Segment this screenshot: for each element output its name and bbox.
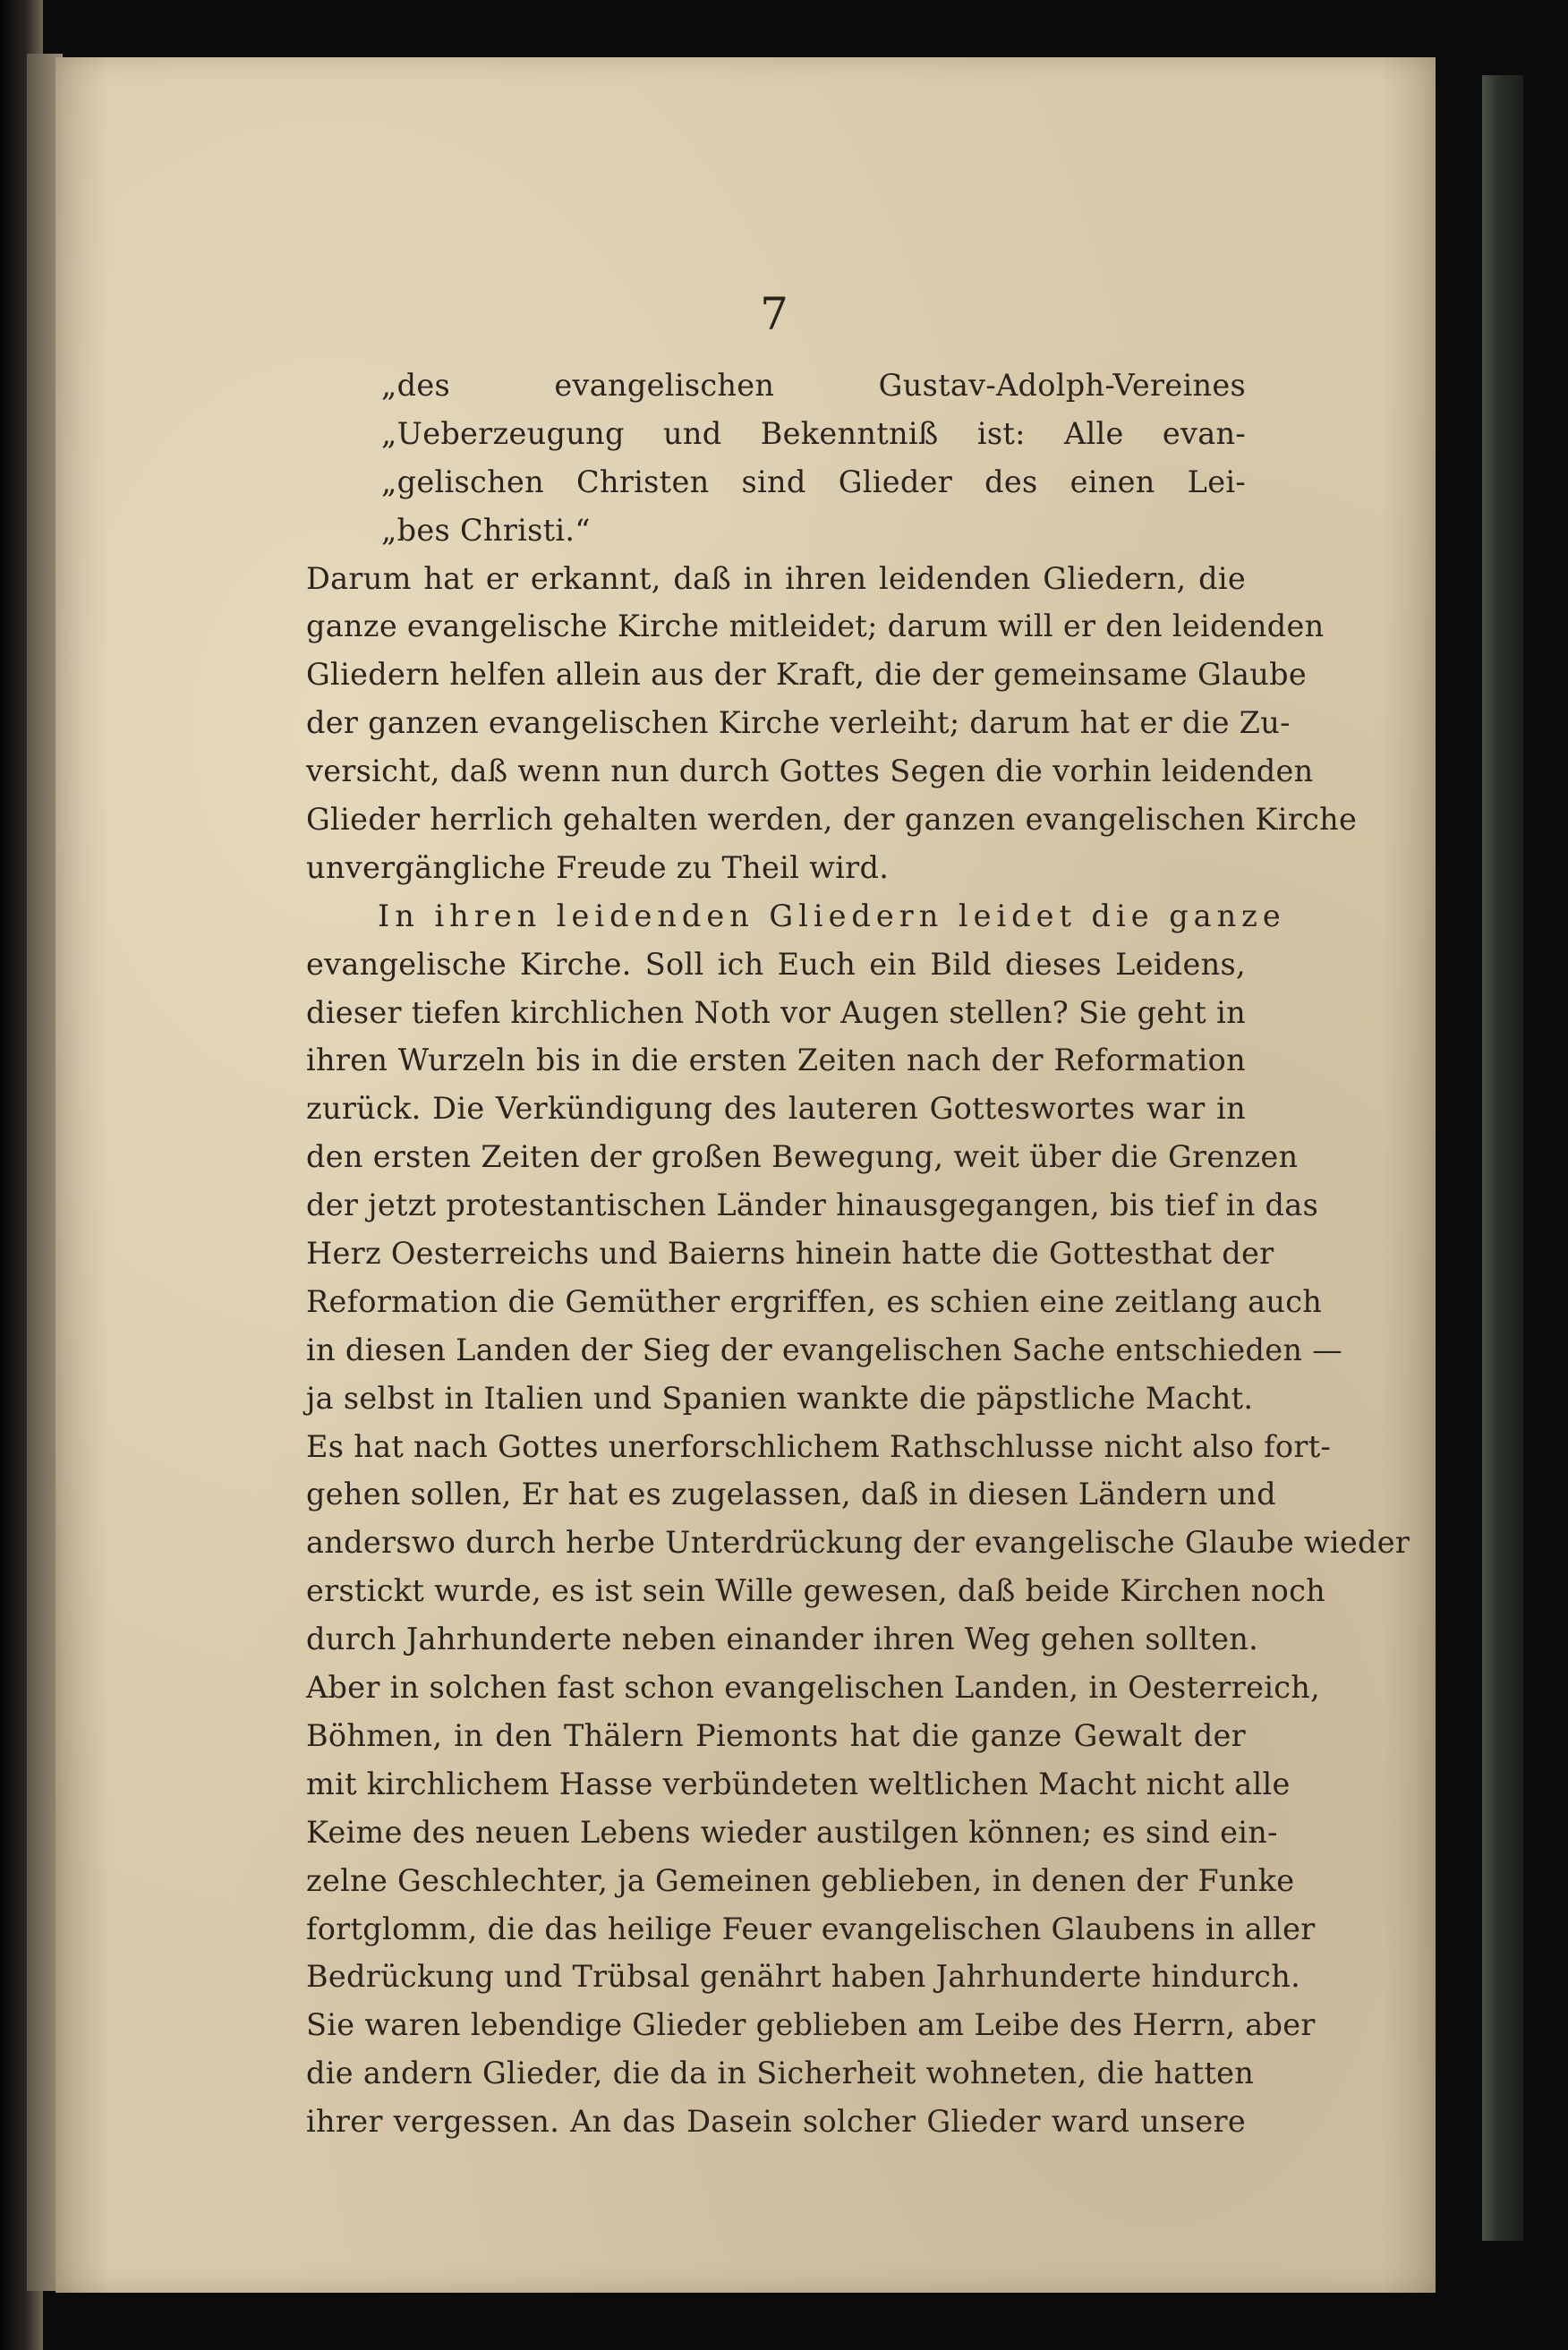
text-line: in diesen Landen der Sieg der evangelischen Sache entschieden — xyxy=(306,1332,1343,1367)
text-line: gehen sollen, Er hat es zugelassen, daß in diesen Ländern und xyxy=(306,1477,1276,1512)
text-line: Glieder herrlich gehalten werden, der ganzen evangelischen Kirche xyxy=(306,802,1358,838)
text-line: Reformation die Gemüther ergriffen, es schien eine zeitlang auch xyxy=(306,1283,1323,1319)
text-line: In ihren leidenden Gliedern leidet die ganze xyxy=(378,898,1286,933)
text-line: Herz Oesterreichs und Baierns hinein hatte die Gottesthat der xyxy=(306,1236,1274,1272)
text-line: Bedrückung und Trübsal genährt haben Jahrhunderte hindurch. xyxy=(306,1959,1301,1995)
text-line: ihrer vergessen. An das Dasein solcher Glieder ward unsere xyxy=(306,2104,1246,2140)
text-line: erstickt wurde, es ist sein Wille gewesen, daß beide Kirchen noch xyxy=(306,1573,1326,1609)
text-line: Darum hat er erkannt, daß in ihren leidenden Gliedern, die xyxy=(306,560,1246,596)
text-line: dieser tiefen kirchlichen Noth vor Augen stellen? Sie geht in xyxy=(306,994,1246,1030)
text-line: „des evangelischen Gustav-Adolph-Vereines xyxy=(381,368,1246,403)
text-line: der jetzt protestantischen Länder hinausgegangen, bis tief in das xyxy=(306,1188,1319,1223)
text-line: mit kirchlichem Hasse verbündeten weltlichen Macht nicht alle xyxy=(306,1766,1291,1801)
text-line: „gelischen Christen sind Glieder des einen Lei- xyxy=(381,464,1246,499)
text-line: Es hat nach Gottes unerforschlichem Rathschlusse nicht also fort- xyxy=(306,1428,1332,1464)
book-page xyxy=(55,57,1436,2293)
text-line: zelne Geschlechter, ja Gemeinen geblieben, in denen der Funke xyxy=(306,1862,1295,1898)
text-line: unvergängliche Freude zu Theil wird. xyxy=(306,849,890,885)
text-line: durch Jahrhunderte neben einander ihren Weg gehen sollten. xyxy=(306,1622,1259,1657)
text-line: evangelische Kirche. Soll ich Euch ein Bild dieses Leidens, xyxy=(306,946,1246,982)
text-line: ganze evangelische Kirche mitleidet; darum will er den leidenden xyxy=(306,609,1325,644)
text-line: den ersten Zeiten der großen Bewegung, weit über die Grenzen xyxy=(306,1139,1299,1175)
text-line: Keime des neuen Lebens wieder austilgen können; es sind ein- xyxy=(306,1814,1278,1850)
text-line: anderswo durch herbe Unterdrückung der evangelische Glaube wieder xyxy=(306,1525,1410,1561)
text-line: Sie waren lebendige Glieder geblieben am Leibe des Herrn, aber xyxy=(306,2007,1316,2043)
page-number: 7 xyxy=(760,288,788,340)
text-line: Gliedern helfen allein aus der Kraft, die der gemeinsame Glaube xyxy=(306,657,1308,693)
text-line: Aber in solchen fast schon evangelischen Landen, in Oesterreich, xyxy=(306,1670,1321,1706)
text-line: „Ueberzeugung und Bekenntniß ist: Alle evan- xyxy=(381,415,1246,451)
book-spine xyxy=(1482,75,1523,2241)
page-text xyxy=(306,362,1410,2146)
text-line: fortglomm, die das heilige Feuer evangelischen Glaubens in aller xyxy=(306,1911,1316,1946)
text-line: die andern Glieder, die da in Sicherheit wohneten, die hatten xyxy=(306,2056,1255,2091)
text-line: versicht, daß wenn nun durch Gottes Segen die vorhin leidenden xyxy=(306,754,1314,789)
text-line: ihren Wurzeln bis in die ersten Zeiten nach der Reformation xyxy=(306,1043,1246,1078)
text-line: ja selbst in Italien und Spanien wankte die päpstliche Macht. xyxy=(306,1380,1254,1416)
text-line: Böhmen, in den Thälern Piemonts hat die ganze Gewalt der xyxy=(306,1717,1246,1753)
text-line: „bes Christi.“ xyxy=(381,512,591,548)
text-line: zurück. Die Verkündigung des lauteren Gotteswortes war in xyxy=(306,1091,1246,1127)
text-line: der ganzen evangelischen Kirche verleiht; darum hat er die Zu- xyxy=(306,705,1291,741)
